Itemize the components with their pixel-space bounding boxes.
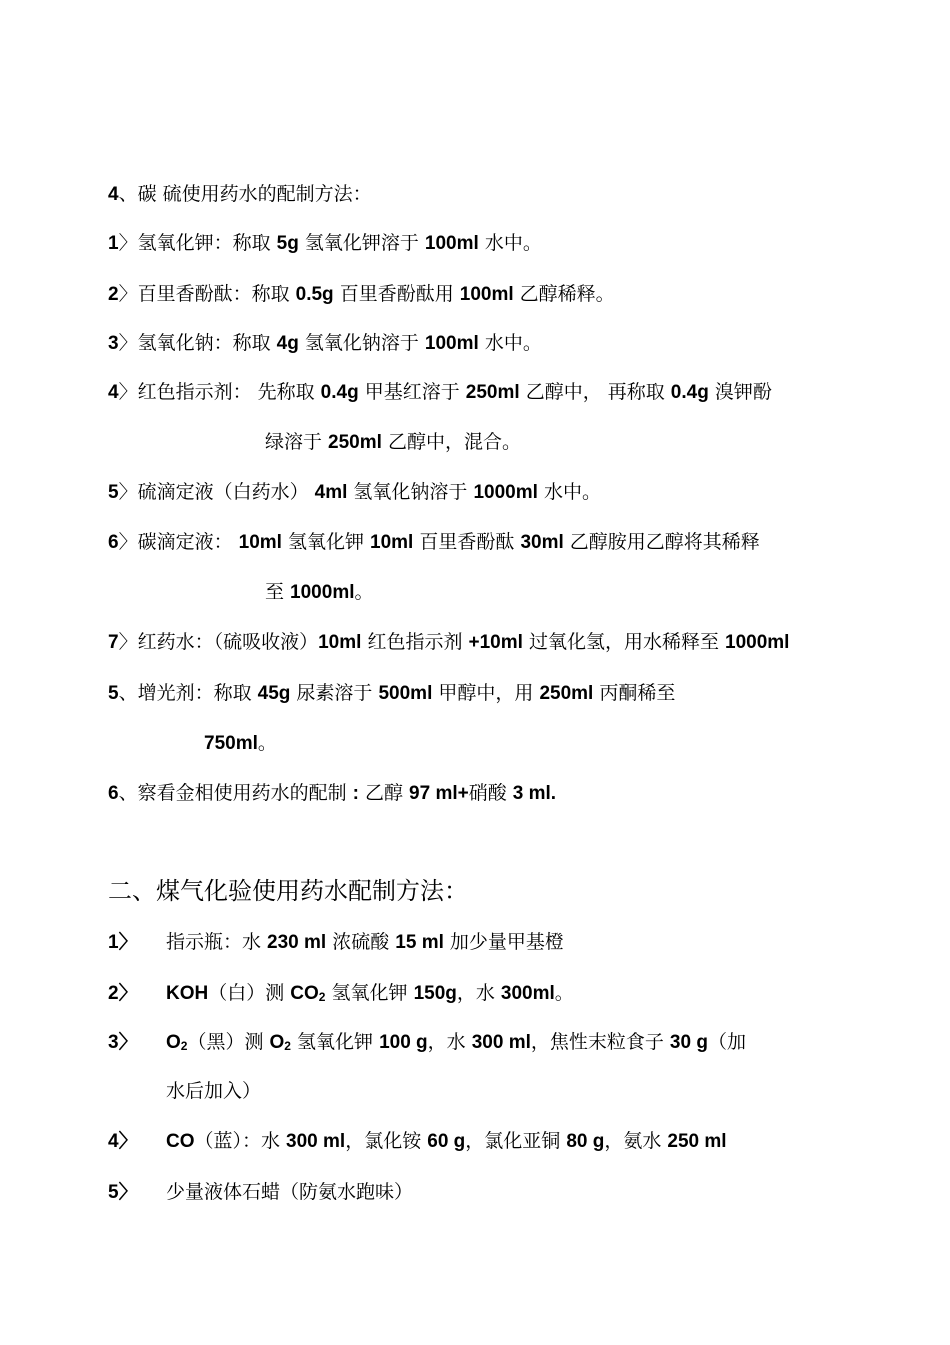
list-item <box>108 930 564 955</box>
item-value: +10ml <box>468 632 523 653</box>
item-text: 、察看金相使用药水的配制 <box>118 782 353 804</box>
subscript: 2 <box>318 990 326 1004</box>
item-value: 45g <box>257 683 291 704</box>
item-value: 0.4g <box>670 382 709 403</box>
list-item <box>108 630 789 655</box>
item-value: 250ml <box>328 432 382 453</box>
section-4-title <box>108 182 372 207</box>
item-text: （蓝）：水 <box>194 1130 287 1152</box>
item-value: 150g <box>413 983 457 1004</box>
item-value: 300 ml <box>286 1131 346 1152</box>
item-number: 2 <box>108 284 119 305</box>
item-text: 丙酮稀至 <box>593 682 676 704</box>
item-text: 。 <box>257 732 277 754</box>
item-text: （白）测 <box>208 982 291 1004</box>
item-value: 30ml <box>520 532 564 553</box>
item-text: 〉氢氧化钠：称取 <box>118 332 277 354</box>
item-text: 氢氧化钾溶于 <box>298 232 425 254</box>
item-value: 15 ml <box>395 932 444 953</box>
item-text: 水中。 <box>478 232 542 254</box>
item-value: 10ml <box>370 532 414 553</box>
item-value: 4g <box>276 333 299 354</box>
item-text: 水中。 <box>537 481 601 503</box>
item-text: 甲醇中，用 <box>432 682 540 704</box>
item-number: 4 <box>108 382 119 403</box>
part-2-heading: 二、煤气化验使用药水配制方法： <box>108 877 468 905</box>
item-text: 乙醇中，混合。 <box>381 431 521 453</box>
item-text: 氢氧化钾 <box>290 1031 380 1053</box>
item-text: 氢氧化钠溶于 <box>298 332 425 354</box>
item-text: 氢氧化钾 <box>281 531 371 553</box>
item-text: 指示瓶：水 <box>166 931 268 953</box>
item-value: 750ml <box>204 733 258 754</box>
list-item-continuation <box>265 580 374 605</box>
item-value: 230 ml <box>267 932 327 953</box>
list-item <box>108 331 542 356</box>
item-value: 4ml <box>314 482 348 503</box>
item-value: 60 g <box>427 1131 466 1152</box>
item-value: 100ml <box>424 333 479 354</box>
item-value: 1000ml <box>290 582 355 603</box>
item-text: 〉红色指示剂： 先称取 <box>118 381 321 403</box>
list-item-continuation: 水后加入） <box>166 1080 262 1102</box>
item-text: 〉硫滴定液（白药水） <box>118 481 315 503</box>
list-item <box>108 282 615 307</box>
list-item <box>108 480 601 505</box>
item-number: 3〉 <box>108 1032 138 1053</box>
section-4-title-text: 、碳 硫使用药水的配制方法： <box>118 183 372 205</box>
item-value: 30 g <box>669 1032 708 1053</box>
item-text: 氢氧化钠溶于 <box>347 481 474 503</box>
list-item <box>108 231 542 256</box>
item-text: 〉碳滴定液： <box>118 531 239 553</box>
item-text: ，水 <box>456 982 501 1004</box>
item-text: 〉红药水：（硫吸收液） <box>118 631 319 653</box>
subscript: 2 <box>284 1039 291 1053</box>
section-5 <box>108 681 675 706</box>
item-text: ，焦性末粒食子 <box>530 1031 670 1053</box>
item-number: 6 <box>108 532 119 553</box>
list-item-continuation <box>265 430 521 455</box>
item-text: 过氧化氢，用水稀释至 <box>522 631 725 653</box>
item-text: 水中。 <box>478 332 542 354</box>
item-text: （加 <box>707 1031 746 1053</box>
list-item <box>108 530 760 555</box>
item-value: 10ml <box>318 632 362 653</box>
item-value: 5g <box>276 233 299 254</box>
item-text: 乙醇 <box>358 782 410 804</box>
item-text: 百里香酚酞用 <box>333 283 460 305</box>
item-value: 250 ml <box>667 1131 727 1152</box>
list-item <box>108 1129 727 1154</box>
item-text: 、增光剂：称取 <box>118 682 258 704</box>
section-6 <box>108 781 556 806</box>
item-value: 300ml <box>500 983 555 1004</box>
item-value: 250ml <box>465 382 520 403</box>
item-value: 100ml <box>459 284 514 305</box>
item-number: 5〉 <box>108 1182 138 1203</box>
subscript: 2 <box>180 1039 188 1053</box>
item-number: 1 <box>108 233 119 254</box>
item-text: 乙醇稀释。 <box>513 283 615 305</box>
item-value: 250ml <box>539 683 594 704</box>
item-value: 10ml <box>238 532 282 553</box>
section-number: 6 <box>108 783 119 804</box>
item-value: 500ml <box>378 683 433 704</box>
item-value: : <box>352 783 359 804</box>
item-text: 尿素溶于 <box>290 682 379 704</box>
item-value: 100ml <box>424 233 479 254</box>
item-value: 0.4g <box>320 382 359 403</box>
item-value: 97 ml+ <box>409 783 469 804</box>
item-value: 3 ml. <box>512 783 557 804</box>
item-text: ，氯化铵 <box>345 1130 428 1152</box>
item-text: ，水 <box>427 1031 472 1053</box>
item-text: 〉百里香酚酞：称取 <box>118 283 296 305</box>
list-item <box>108 380 772 405</box>
item-text: 。 <box>354 581 374 603</box>
list-item <box>108 981 574 1009</box>
item-value: 1000ml <box>473 482 538 503</box>
item-text: 百里香酚酞 <box>413 531 521 553</box>
item-text: 甲基红溶于 <box>358 381 466 403</box>
list-item <box>108 1180 413 1205</box>
item-text: 少量液体石蜡（防氨水跑味） <box>166 1181 414 1203</box>
item-number: 4〉 <box>108 1131 138 1152</box>
item-text: 红色指示剂 <box>361 631 469 653</box>
item-text: 绿溶于 <box>265 431 329 453</box>
list-item <box>108 1030 746 1058</box>
item-text: 〉氢氧化钾：称取 <box>118 232 277 254</box>
item-value: CO <box>290 983 319 1004</box>
section-5-continuation <box>204 731 277 756</box>
item-text: 乙醇胺用乙醇将其稀释 <box>563 531 760 553</box>
item-number: 5 <box>108 482 119 503</box>
item-text: ，氨水 <box>604 1130 668 1152</box>
item-text: 乙醇中， 再称取 <box>519 381 671 403</box>
item-number: 1〉 <box>108 932 138 953</box>
item-value: 0.5g <box>295 284 334 305</box>
item-text: 氢氧化钾 <box>325 982 414 1004</box>
item-number: 3 <box>108 333 119 354</box>
item-text: 。 <box>554 982 574 1004</box>
item-value: 80 g <box>566 1131 605 1152</box>
item-value: O <box>269 1032 285 1053</box>
item-number: 2〉 <box>108 983 138 1004</box>
item-value: KOH <box>166 983 209 1004</box>
item-number: 7 <box>108 632 119 653</box>
item-text: 加少量甲基橙 <box>443 931 564 953</box>
item-text: ，氯化亚铜 <box>465 1130 567 1152</box>
item-text: （黑）测 <box>187 1031 270 1053</box>
item-text: 至 <box>265 581 291 603</box>
item-text: 溴钾酚 <box>708 381 772 403</box>
item-value: 1000ml <box>725 632 790 653</box>
item-value: 100 g <box>379 1032 428 1053</box>
item-value: CO <box>166 1131 195 1152</box>
item-value: O <box>166 1032 181 1053</box>
item-text: 硝酸 <box>468 782 513 804</box>
section-number: 5 <box>108 683 119 704</box>
item-value: 300 ml <box>471 1032 531 1053</box>
section-4-number: 4 <box>108 184 119 205</box>
item-text: 浓硫酸 <box>326 931 396 953</box>
